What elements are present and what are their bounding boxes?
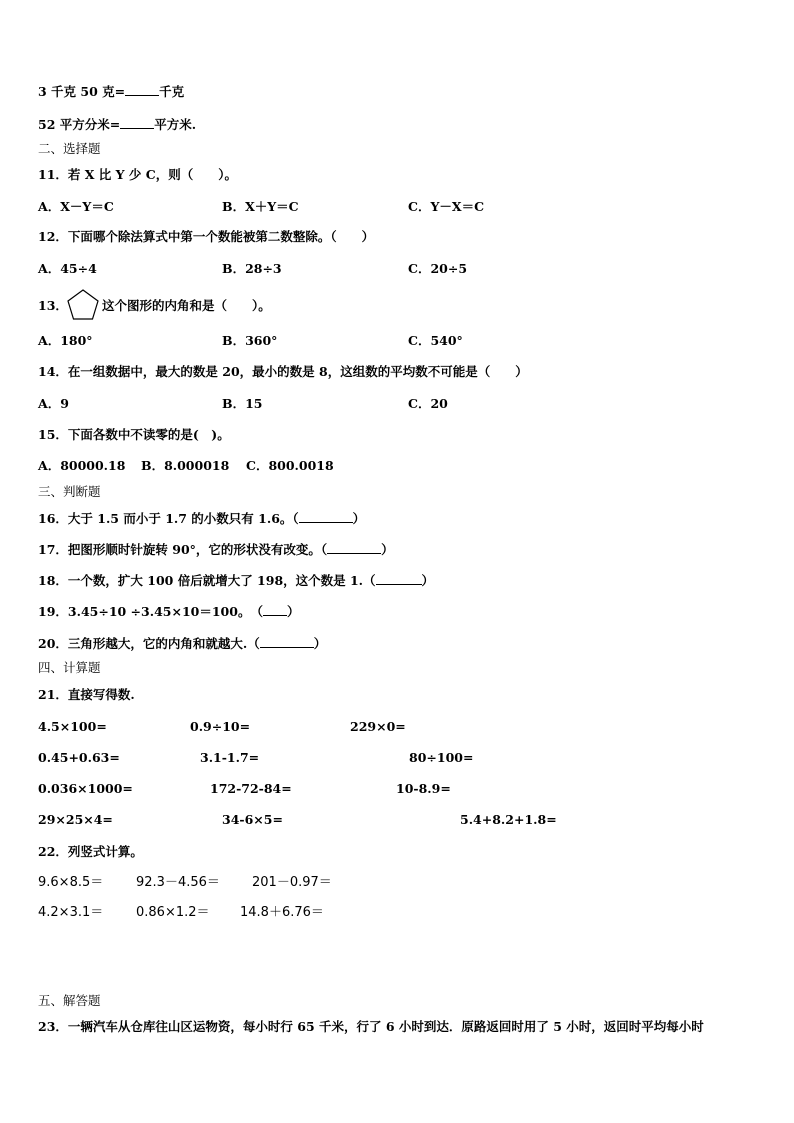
vertical-calc-item[interactable]: 4.2×3.1＝: [38, 905, 104, 920]
section-heading-calc: 四、计算题: [38, 660, 101, 675]
calc-item[interactable]: 34-6×5=: [222, 812, 283, 827]
answer-blank[interactable]: [260, 635, 314, 648]
calc-item[interactable]: 5.4+8.2+1.8=: [460, 812, 557, 827]
q12-option-a[interactable]: A．45÷4: [38, 261, 97, 276]
question-15-stem: 15．下面各数中不读零的是( )。: [38, 427, 230, 442]
q14-option-c[interactable]: C．20: [408, 396, 448, 411]
question-11-stem: 11．若 X 比 Y 少 C，则（ ）。: [38, 167, 237, 182]
vertical-calc-item[interactable]: 0.86×1.2＝: [136, 905, 210, 920]
calc-item[interactable]: 4.5×100=: [38, 719, 107, 734]
question-22-stem: 22．列竖式计算。: [38, 844, 143, 859]
q18-text: 18．一个数，扩大 100 倍后就增大了 198，这个数是 1.（: [38, 573, 376, 588]
fill-q10-prefix: 52 平方分米=: [38, 117, 121, 132]
q16-text: 16．大于 1.5 而小于 1.7 的小数只有 1.6。（: [38, 511, 299, 526]
section-heading-judge: 三、判断题: [38, 484, 101, 499]
fill-q10-suffix: 平方米.: [154, 117, 197, 132]
answer-blank[interactable]: [327, 541, 381, 554]
section-heading-solve: 五、解答题: [38, 993, 101, 1008]
question-21-stem: 21．直接写得数.: [38, 687, 135, 702]
q11-option-b[interactable]: B．X＋Y＝C: [222, 199, 299, 214]
calc-item[interactable]: 3.1-1.7=: [200, 750, 260, 765]
q14-option-a[interactable]: A．9: [38, 396, 69, 411]
answer-blank[interactable]: [376, 572, 422, 585]
vertical-calc-item[interactable]: 14.8＋6.76＝: [240, 905, 324, 920]
calc-item[interactable]: 80÷100=: [409, 750, 474, 765]
calc-item[interactable]: 0.036×1000=: [38, 781, 133, 796]
question-12-stem: 12．下面哪个除法算式中第一个数能被第二数整除。（ ）: [38, 229, 375, 244]
q15-option-c[interactable]: C．800.0018: [246, 458, 334, 473]
calc-item[interactable]: 172-72-84=: [210, 781, 292, 796]
q13-option-c[interactable]: C．540°: [408, 333, 463, 348]
question-20: [38, 635, 326, 652]
q20-close: ）: [313, 636, 327, 651]
question-19: [38, 603, 299, 620]
section-heading-choice: 二、选择题: [38, 141, 101, 156]
question-16: [38, 510, 365, 527]
vertical-calc-item[interactable]: 201－0.97＝: [252, 875, 332, 890]
fill-q9-prefix: 3 千克 50 克=: [38, 84, 126, 99]
calc-item[interactable]: 0.9÷10=: [190, 719, 251, 734]
calc-item[interactable]: 10-8.9=: [396, 781, 451, 796]
pentagon-icon: [66, 288, 100, 322]
q17-close: ）: [381, 542, 394, 557]
answer-blank[interactable]: [125, 83, 159, 96]
q14-option-b[interactable]: B．15: [222, 396, 263, 411]
answer-blank[interactable]: [263, 603, 287, 616]
q12-option-c[interactable]: C．20÷5: [408, 261, 468, 276]
answer-blank[interactable]: [299, 510, 353, 523]
q16-close: ）: [352, 511, 366, 526]
vertical-calc-item[interactable]: 92.3－4.56＝: [136, 875, 220, 890]
q11-option-c[interactable]: C．Y－X＝C: [408, 199, 485, 214]
q17-text: 17．把图形顺时针旋转 90°，它的形状没有改变。（: [38, 542, 328, 557]
question-14-stem: 14．在一组数据中，最大的数是 20，最小的数是 8，这组数的平均数不可能是（ ）: [38, 364, 528, 379]
q18-close: ）: [421, 573, 435, 588]
q20-text: 20．三角形越大，它的内角和就越大.（: [38, 636, 260, 651]
fill-question-10: [38, 116, 196, 133]
question-18: [38, 572, 434, 589]
question-13-number: 13．: [38, 298, 68, 313]
question-23-stem: 23．一辆汽车从仓库往山区运物资，每小时行 65 千米，行了 6 小时到达．原路返回时用了 5 小时，返回时平均每小时: [38, 1019, 704, 1034]
calc-item[interactable]: 229×0=: [350, 719, 406, 734]
calc-item[interactable]: 29×25×4=: [38, 812, 113, 827]
q15-option-b[interactable]: B．8.000018: [141, 458, 230, 473]
q13-option-a[interactable]: A．180°: [38, 333, 93, 348]
fill-question-9: [38, 83, 184, 100]
q13-option-b[interactable]: B．360°: [222, 333, 278, 348]
calc-item[interactable]: 0.45+0.63=: [38, 750, 120, 765]
question-17: [38, 541, 394, 558]
q11-option-a[interactable]: A．X－Y＝C: [38, 199, 114, 214]
vertical-calc-item[interactable]: 9.6×8.5＝: [38, 875, 104, 890]
answer-blank[interactable]: [120, 116, 154, 129]
q12-option-b[interactable]: B．28÷3: [222, 261, 282, 276]
q15-option-a[interactable]: A．80000.18: [38, 458, 126, 473]
fill-q9-suffix: 千克: [159, 84, 185, 99]
question-13-stem: 这个图形的内角和是（ ）。: [102, 298, 271, 313]
q19-close: ）: [286, 604, 300, 619]
q19-text: 19．3.45÷10 ÷3.45×10＝100。 （: [38, 604, 263, 619]
